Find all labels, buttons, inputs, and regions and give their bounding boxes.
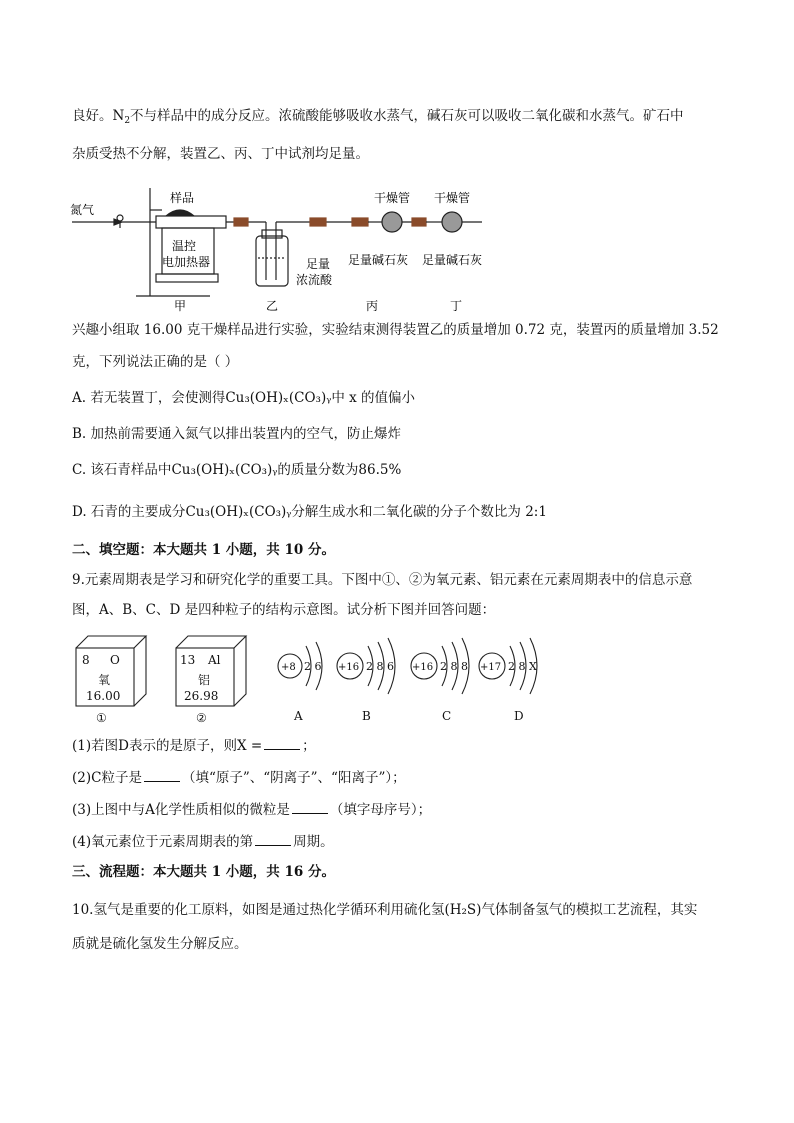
atom-a-shells: 2 6 xyxy=(304,660,322,673)
q9-stem-1: 9.元素周期表是学习和研究化学的重要工具。下图中①、②为氧元素、铝元素在元素周期表中的信息示意 xyxy=(72,572,693,588)
question-text: (2)C粒子是 xyxy=(72,770,142,786)
label-bing: 丙 xyxy=(366,299,379,313)
q9-stem-2: 图，A、B、C、D 是四种粒子的结构示意图。试分析下图并回答问题： xyxy=(72,602,496,618)
formula: Cu₃(OH)ₓ(CO₃)ᵧ xyxy=(185,504,292,520)
option-text: D. 石青的主要成分 xyxy=(72,504,186,520)
label-ding: 丁 xyxy=(450,299,463,313)
answer-blank[interactable] xyxy=(255,833,291,846)
section-heading-2: 二、填空题：本大题共 1 小题，共 10 分。 xyxy=(72,542,335,558)
label-jia: 甲 xyxy=(174,299,187,313)
question-text: (3)上图中与A化学性质相似的微粒是 xyxy=(72,802,290,818)
intro-text: 不与样品中的成分反应。浓硫酸能够吸收水蒸气，碱石灰可以吸收二氧化碳和水蒸气。矿石中 xyxy=(130,108,684,124)
atom-a-nucleus: +8 xyxy=(281,662,296,673)
q9-sub-1 xyxy=(72,736,316,756)
soda-lime-label-1: 足量碱石灰 xyxy=(348,253,409,267)
acid-label-2: 浓流酸 xyxy=(296,273,333,287)
element-figure xyxy=(70,632,560,728)
card-o-mass: 16.00 xyxy=(86,689,121,703)
formula: Cu₃(OH)ₓ(CO₃)ᵧ xyxy=(171,462,278,478)
option-text: 中 x 的值偏小 xyxy=(331,390,416,406)
atom-c-shells: 2 8 8 xyxy=(440,660,468,673)
heater-label-2: 电加热器 xyxy=(162,255,211,269)
label-yi: 乙 xyxy=(266,299,279,313)
formula: (H₂S) xyxy=(444,902,482,918)
q10-line-2: 质就是硫化氢发生分解反应。 xyxy=(72,936,248,952)
answer-blank[interactable] xyxy=(264,737,300,750)
drying-tube-label-2: 干燥管 xyxy=(434,191,471,205)
card-o-number: 8 xyxy=(82,653,90,667)
answer-blank[interactable] xyxy=(144,769,180,782)
q8-option-c[interactable] xyxy=(72,460,401,480)
option-text: 的质量分数为86.5% xyxy=(277,462,402,478)
question-text: ； xyxy=(302,738,316,754)
card-al-number: 13 xyxy=(180,653,196,667)
question-text: 周期。 xyxy=(293,834,334,850)
atom-b-label: B xyxy=(362,709,371,723)
card-al-symbol: Al xyxy=(208,653,221,667)
sample-label: 样品 xyxy=(170,191,195,205)
card-o-label: ① xyxy=(96,711,107,725)
atom-b-shells: 2 8 6 xyxy=(366,660,394,673)
question-text: （填字母序号）； xyxy=(329,802,432,818)
question-text: 10.氢气是重要的化工原料，如图是通过热化学循环利用硫化氢 xyxy=(72,902,445,918)
acid-label-1: 足量 xyxy=(306,257,331,271)
question-text: (4)氧元素位于元素周期表的第 xyxy=(72,834,254,850)
q8-option-b[interactable]: B. 加热前需要通入氮气以排出装置内的空气，防止爆炸 xyxy=(72,426,402,442)
question-text: 气体制备氢气的模拟工艺流程，其实 xyxy=(481,902,698,918)
card-al-label: ② xyxy=(196,711,207,725)
q10-line-1 xyxy=(72,900,697,920)
atom-c-label: C xyxy=(442,709,452,723)
intro-line-1 xyxy=(72,106,684,131)
heater-label-1: 温控 xyxy=(172,239,197,253)
q8-stem-2: 克，下列说法正确的是（ ） xyxy=(72,354,239,370)
intro-line-2: 杂质受热不分解，装置乙、丙、丁中试剂均足量。 xyxy=(72,146,369,162)
option-text: A. 若无装置丁，会使测得 xyxy=(72,390,226,406)
card-al-mass: 26.98 xyxy=(184,689,219,703)
atom-d-label: D xyxy=(514,709,524,723)
q9-sub-2 xyxy=(72,768,406,788)
q8-stem-1: 兴趣小组取 16.00 克干燥样品进行实验，实验结束测得装置乙的质量增加 0.72 克，装置丙的质量增加 3.52 xyxy=(72,322,719,338)
atom-d-shells: 2 8 X xyxy=(508,660,537,673)
card-o-symbol: O xyxy=(110,653,120,667)
q8-option-a[interactable] xyxy=(72,388,415,408)
atom-c-nucleus: +16 xyxy=(412,662,434,673)
card-o-name: 氧 xyxy=(98,673,111,687)
question-text: (1)若图D表示的是原子，则X = xyxy=(72,738,263,754)
intro-text: 良好。N xyxy=(72,108,125,124)
option-text: C. 该石青样品中 xyxy=(72,462,172,478)
subscript: 2 xyxy=(124,116,131,126)
option-text: 分解生成水和二氧化碳的分子个数比为 2:1 xyxy=(291,504,547,520)
atom-a-label: A xyxy=(294,709,303,723)
apparatus-diagram xyxy=(70,188,490,316)
q8-option-d[interactable] xyxy=(72,502,547,522)
atom-b-nucleus: +16 xyxy=(338,662,360,673)
question-text: （填“原子”、“阴离子”、“阳离子”）； xyxy=(181,770,406,786)
q9-sub-4 xyxy=(72,832,334,852)
card-al-name: 铝 xyxy=(198,673,211,687)
q9-sub-3 xyxy=(72,800,431,820)
soda-lime-label-2: 足量碱石灰 xyxy=(422,253,483,267)
drying-tube-label-1: 干燥管 xyxy=(374,191,411,205)
formula: Cu₃(OH)ₓ(CO₃)ᵧ xyxy=(225,390,332,406)
section-heading-3: 三、流程题：本大题共 1 小题，共 16 分。 xyxy=(72,864,335,880)
nitrogen-label: 氮气 xyxy=(70,203,95,217)
answer-blank[interactable] xyxy=(292,801,328,814)
atom-d-nucleus: +17 xyxy=(480,662,502,673)
